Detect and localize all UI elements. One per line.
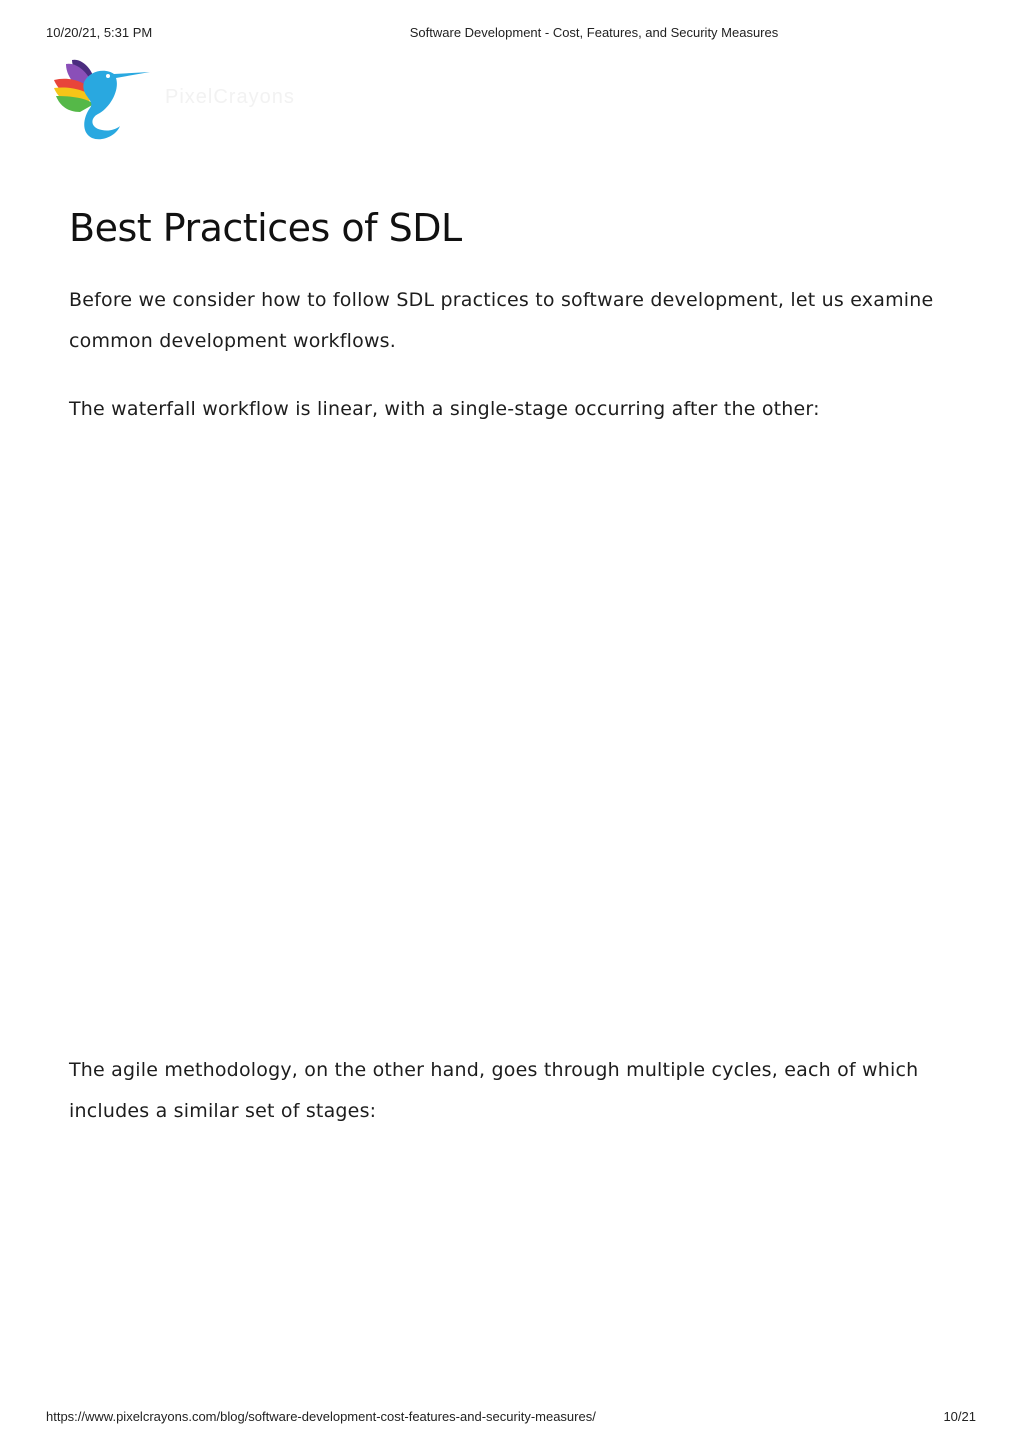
- agile-paragraph: The agile methodology, on the other hand, goes through multiple cycles, each of which includes a similar set of stages:: [69, 1059, 919, 1122]
- section-heading: Best Practices of SDL: [69, 206, 462, 250]
- print-footer-url: https://www.pixelcrayons.com/blog/software-development-cost-features-and-security-measures/: [46, 1409, 596, 1424]
- logo-wordmark: PixelCrayons: [165, 86, 295, 108]
- agile-figure-area: [69, 1145, 949, 1395]
- print-header-datetime: 10/20/21, 5:31 PM: [46, 25, 153, 40]
- print-footer-page-number: 10/21: [943, 1409, 976, 1424]
- hummingbird-logo-icon[interactable]: [50, 56, 154, 144]
- print-header-title: Software Development - Cost, Features, and Security Measures: [409, 25, 779, 40]
- intro-paragraph: Before we consider how to follow SDL practices to software development, let us examine common development workflows.: [69, 289, 934, 352]
- waterfall-figure-area: [69, 445, 949, 1025]
- waterfall-paragraph: The waterfall workflow is linear, with a single-stage occurring after the other:: [69, 398, 820, 420]
